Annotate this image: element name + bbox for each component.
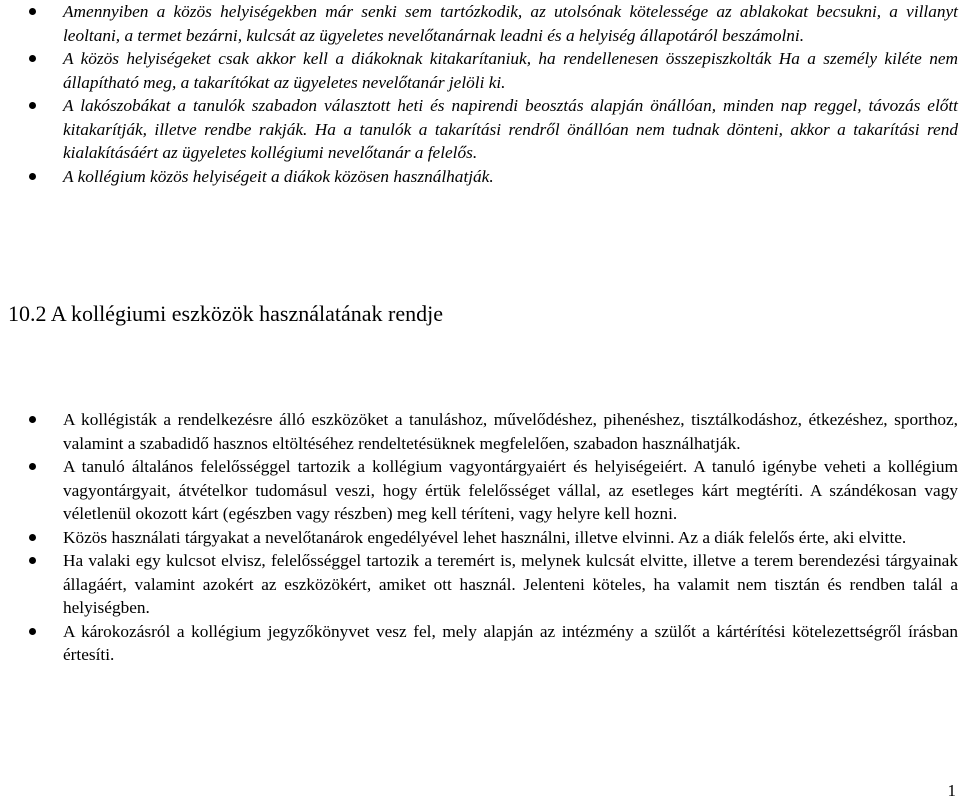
bullet-icon: [29, 534, 36, 541]
bullet-icon: [29, 55, 36, 62]
list-item-text: A kollégium közös helyiségeit a diákok közösen használhatják.: [63, 166, 494, 186]
list-item: [0, 408, 960, 455]
page-number: 1: [947, 781, 956, 800]
list-item-text: A károkozásról a kollégium jegyzőkönyvet vesz fel, mely alapján az intézmény a szülőt a kártérítési kötelezettségről írásban értesíti.: [63, 621, 958, 664]
list-item: [0, 0, 960, 47]
list-item: [0, 549, 960, 620]
bottom-bullet-list: [0, 408, 960, 667]
bullet-icon: [29, 173, 36, 180]
bullet-icon: [29, 8, 36, 15]
list-item: [0, 94, 960, 165]
list-item-text: A kollégisták a rendelkezésre álló eszközöket a tanuláshoz, művelődéshez, pihenéshez, tisztálkodáshoz, étkezéshez, sporthoz, valamint a szabadidő hasznos eltöltéséhez rendeltetésüknek megfelelően, szabadon használhatják.: [63, 410, 958, 453]
list-item: [0, 526, 960, 550]
list-item: [0, 47, 960, 94]
bullet-icon: [29, 102, 36, 109]
top-bullet-list: [0, 0, 960, 188]
list-item-text: Amennyiben a közös helyiségekben már senki sem tartózkodik, az utolsónak kötelessége az ablakokat becsukni, a villanyt leoltani, a termet bezárni, kulcsát az ügyeletes nevelőtanárnak leadni és a helyiség állapotáról beszámolni.: [63, 2, 958, 45]
list-item: [0, 620, 960, 667]
bullet-icon: [29, 416, 36, 423]
bullet-icon: [29, 463, 36, 470]
list-item-text: A tanuló általános felelősséggel tartozik a kollégium vagyontárgyaiért és helyiségeiért. A tanuló igénybe veheti a kollégium vagyontárgyait, átvételkor tudomásul veszi, hogy értük felelősséget vállal, az esetleges kárt megtéríti. A szándékosan vagy véletlenül okozott kárt (egészben vagy részben) meg kell téríteni, vagy helyre kell hozni.: [63, 457, 958, 523]
list-item-text: A közös helyiségeket csak akkor kell a diákoknak kitakarítaniuk, ha rendellenesen összepiszkolták Ha a személy kiléte nem állapítható meg, a takarítókat az ügyeletes nevelőtanár jelöli ki.: [63, 49, 958, 92]
list-item-text: Közös használati tárgyakat a nevelőtanárok engedélyével lehet használni, illetve elvinni. Az a diák felelős érte, aki elvitte.: [63, 527, 907, 547]
list-item-text: Ha valaki egy kulcsot elvisz, felelősséggel tartozik a teremért is, melynek kulcsát elvitte, illetve a terem berendezési tárgyainak állagáért, valamint azokért az eszközökért, amiket ott használ. Jelenteni köteles, ha valamit nem tisztán és rendben talál a helyiségben.: [63, 551, 958, 617]
bullet-icon: [29, 557, 36, 564]
list-item: [0, 455, 960, 526]
section-heading: 10.2 A kollégiumi eszközök használatának rendje: [8, 301, 443, 326]
list-item: [0, 165, 960, 189]
list-item-text: A lakószobákat a tanulók szabadon választott heti és napirendi beosztás alapján önállóan, minden nap reggel, távozás előtt kitakarítják, illetve rendbe rakják. Ha a tanulók a takarítási rendről önállóan nem tudnak dönteni, akkor a takarítási rend kialakításáért az ügyeletes kollégiumi nevelőtanár a felelős.: [63, 96, 958, 162]
bullet-icon: [29, 628, 36, 635]
